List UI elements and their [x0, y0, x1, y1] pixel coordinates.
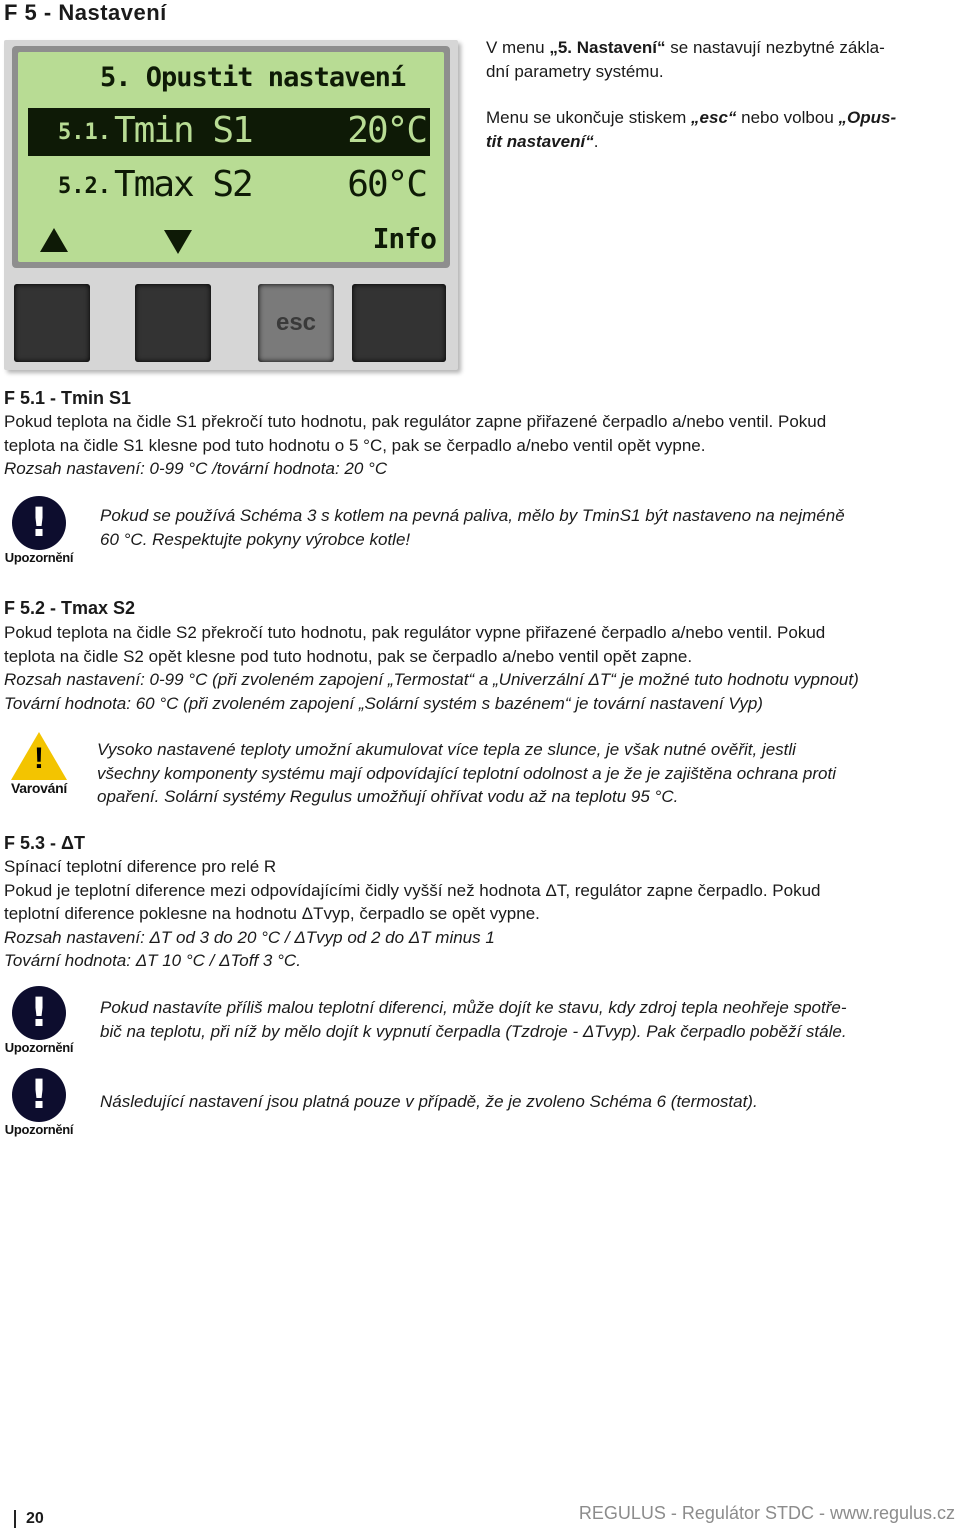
intro-text: V menu: [486, 38, 550, 57]
section-body-dt: [4, 855, 960, 973]
arrow-down-icon: [164, 230, 192, 254]
notice-icon-block: [4, 1068, 74, 1137]
notice-text: [100, 504, 958, 551]
intro-text: se nastavují nezbytné zákla-: [665, 38, 885, 57]
notice-icon-block: [4, 496, 74, 565]
notice-label: Upozornění: [4, 550, 74, 565]
notice-label: Upozornění: [4, 1122, 74, 1137]
device-button-up[interactable]: [14, 284, 90, 362]
section-title-tmax: F 5.2 - Tmax S2: [4, 598, 136, 618]
exclamation-icon: !: [12, 1068, 66, 1122]
warning-line: Vysoko nastavené teploty umožní akumulovat více tepla ze slunce, je však nutné ověřit, jestli: [97, 740, 796, 759]
body-line: Pokud je teplotní diference mezi odpovídajícími čidly vyšší než hodnota ΔT, regulátor zapne čerpadlo. Pokud: [4, 880, 821, 900]
section-body-tmin: [4, 410, 960, 481]
notice-text: [100, 996, 958, 1043]
warning-line: všechny komponenty systému mají odpovídající teplotní odolnost a je že je zajištěna ochrana proti: [97, 763, 836, 783]
notice-line: Pokud se používá Schéma 3 s kotlem na pevná paliva, mělo by TminS1 být nastaveno na nejméně: [100, 506, 845, 525]
device-button-info[interactable]: [352, 284, 446, 362]
lcd-row-label: Tmin S1: [114, 110, 252, 151]
section-body-tmax: [4, 621, 960, 715]
lcd-row-number: 5.2.: [58, 174, 111, 199]
page-heading: F 5 - Nastavení: [4, 0, 167, 25]
exclamation-icon: !: [12, 986, 66, 1040]
warning-label: Varování: [11, 780, 67, 796]
lcd-title: 5. Opustit nastavení: [100, 62, 406, 93]
range-line: Rozsah nastavení: ΔT od 3 do 20 °C / ΔTvyp od 2 do ΔT minus 1: [4, 927, 495, 947]
notice-line: Následující nastavení jsou platná pouze v případě, že je zvoleno Schéma 6 (termostat).: [100, 1092, 758, 1111]
range-line: Rozsah nastavení: 0-99 °C /tovární hodnota: 20 °C: [4, 459, 388, 478]
intro-paragraph: [486, 36, 956, 153]
intro-text: nebo volbou: [736, 108, 839, 127]
lcd-display: [18, 52, 444, 262]
intro-text: dní parametry systému.: [486, 61, 664, 81]
notice-line: 60 °C. Respektujte pokyny výrobce kotle!: [100, 529, 411, 549]
intro-text: Menu se ukončuje stiskem: [486, 108, 692, 127]
lcd-row-tmax: [28, 162, 430, 210]
arrow-up-icon: [40, 228, 68, 252]
body-line: teplota na čidle S1 klesne pod tuto hodnotu o 5 °C, pak se čerpadlo a/nebo ventil opět vypne.: [4, 435, 706, 455]
default-line: Tovární hodnota: ΔT 10 °C / ΔToff 3 °C.: [4, 951, 301, 970]
warning-triangle-icon: !: [11, 732, 67, 780]
body-line: Pokud teplota na čidle S1 překročí tuto hodnotu, pak regulátor zapne přiřazené čerpadlo a/nebo ventil. Pokud: [4, 412, 827, 431]
intro-menu-name: „5. Nastavení“: [549, 38, 666, 57]
page-number: 20: [14, 1510, 44, 1528]
body-line: Spínací teplotní diference pro relé R: [4, 857, 277, 876]
intro-text: .: [593, 131, 599, 151]
lcd-info-label: Info: [372, 222, 436, 255]
lcd-row-value: 60°C: [347, 164, 426, 205]
notice-icon-block: [4, 986, 74, 1055]
warning-text: [97, 738, 957, 809]
lcd-row-number: 5.1.: [58, 120, 111, 145]
lcd-row-tmin: [28, 108, 430, 156]
range-line: Rozsah nastavení: 0-99 °C (při zvoleném zapojení „Termostat“ a „Univerzální ΔT“ je možné tuto hodnotu vypnout): [4, 670, 859, 689]
controller-device-image: [4, 40, 458, 370]
device-button-esc[interactable]: esc: [258, 284, 334, 362]
section-title-tmin: F 5.1 - Tmin S1: [4, 388, 132, 408]
notice-text: [100, 1090, 958, 1114]
notice-line: Pokud nastavíte příliš malou teplotní diferenci, může dojít ke stavu, kdy zdroj tepla neohřeje spotře-: [100, 998, 847, 1017]
device-button-down[interactable]: [135, 284, 211, 362]
footer-text: REGULUS - Regulátor STDC - www.regulus.cz: [578, 1503, 955, 1523]
intro-exit-option: tit nastavení“: [486, 131, 594, 151]
lcd-row-value: 20°C: [347, 110, 426, 151]
intro-esc: „esc“: [691, 108, 737, 127]
section-title-dt: F 5.3 - ΔT: [4, 833, 85, 853]
warning-icon-block: [4, 732, 74, 796]
notice-label: Upozornění: [4, 1040, 74, 1055]
warning-line: opaření. Solární systémy Regulus umožňují ohřívat vodu až na teplotu 95 °C.: [97, 787, 679, 806]
body-line: teplota na čidle S2 opět klesne pod tuto hodnotu, pak se čerpadlo a/nebo ventil opět zapne.: [4, 646, 693, 666]
intro-exit-option: „Opus-: [838, 108, 897, 127]
exclamation-icon: !: [12, 496, 66, 550]
body-line: teplotní diference poklesne na hodnotu ΔTvyp, čerpadlo se opět vypne.: [4, 904, 540, 923]
notice-line: bič na teplotu, při níž by mělo dojít k vypnutí čerpadla (Tzdroje - ΔTvyp). Pak čerpadlo poběží stále.: [100, 1021, 847, 1041]
lcd-row-label: Tmax S2: [114, 164, 252, 205]
default-line: Tovární hodnota: 60 °C (při zvoleném zapojení „Solární systém s bazénem“ je tovární nastavení Vyp): [4, 693, 763, 713]
body-line: Pokud teplota na čidle S2 překročí tuto hodnotu, pak regulátor vypne přiřazené čerpadlo a/nebo ventil. Pokud: [4, 623, 826, 642]
